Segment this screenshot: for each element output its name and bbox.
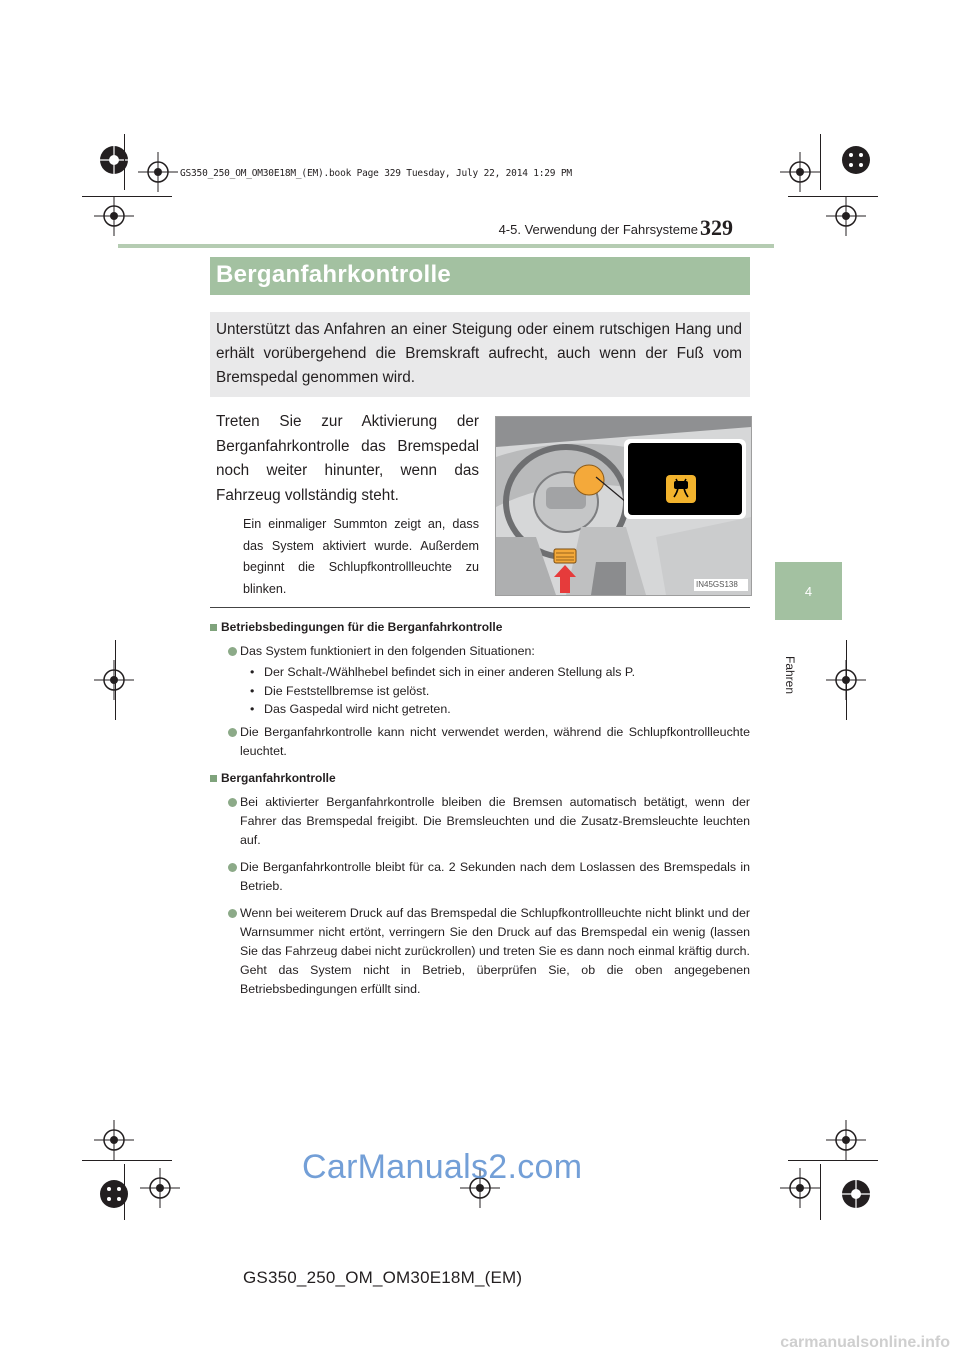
crosshair-mark-lower-right [826,1120,866,1160]
crosshair-mark-bottom-right [780,1168,820,1208]
trim-line [115,640,116,720]
notes-content [210,615,750,999]
square-bullet-icon [210,624,217,631]
sub-instruction: Ein einmaliger Summton zeigt an, dass das System aktiviert wurde. Außerdem beginnt die Schlupfkontrollleuchte zu blinken. [243,517,479,596]
page-number: 329 [700,215,733,240]
chapter-label: Fahren [783,656,797,695]
list-item: Wenn bei weiterem Druck auf das Bremspedal die Schlupfkontrollleuchte nicht blinkt und der Warnsummer nicht ertönt, verringern Sie den Druck auf das Bremspedal ein wenig (lassen Sie das Fahrzeug dabei nicht zurückrollen) und treten Sie es dann noch einmal kräftig durch. Geht das System nicht in Betrieb, überprüfen Sie, ob die oben angegebenen Betriebsbedingungen erfüllt sind. [210,904,750,999]
watermark-carmanuals: CarManuals2.com [302,1148,583,1186]
registration-mark-bottom-left [94,1174,134,1214]
circle-bullet-icon [228,798,237,807]
chapter-tab[interactable] [775,562,842,620]
crosshair-mark-upper-right [826,196,866,236]
crosshair-mark-upper-left [94,196,134,236]
book-info-line: GS350_250_OM_OM30E18M_(EM).book Page 329 Tuesday, July 22, 2014 1:29 PM [180,168,572,179]
trim-line [846,640,847,720]
trim-line [124,134,125,190]
section-separator [210,607,750,608]
section-heading: Betriebsbedingungen für die Berganfahrkontrolle [210,616,750,638]
sub-list-item: • Das Gaspedal wird nicht getreten. [250,700,750,719]
sub-list-item: • Der Schalt-/Wählhebel befindet sich in einer anderen Stellung als P. [250,663,750,682]
page-title: Berganfahrkontrolle [216,261,452,288]
sub-list [210,663,750,719]
header-rule [118,244,774,248]
section-operating-conditions [210,616,750,761]
list-item: Die Berganfahrkontrolle bleibt für ca. 2 Sekunden nach dem Loslassen des Bremspedals in Betrieb. [210,858,750,896]
trim-line [124,1164,125,1220]
document-code-footer: GS350_250_OM_OM30E18M_(EM) [243,1268,523,1287]
list-item: Die Berganfahrkontrolle kann nicht verwendet werden, während die Schlupfkontrollleuchte leuchtet. [210,723,750,761]
circle-bullet-icon [228,909,237,918]
crosshair-mark-top-left [138,152,178,192]
registration-mark-top-right [836,140,876,180]
crosshair-mark-middle-left [94,660,134,700]
trim-line [820,1164,821,1220]
trim-line [788,1160,878,1161]
watermark-online: carmanualsonline.info [780,1334,950,1351]
section-hill-start [210,767,750,999]
chapter-label-strip [775,620,842,695]
circle-bullet-icon [228,647,237,656]
trim-line [788,196,878,197]
trim-line [82,196,172,197]
dashboard-drawing [496,417,751,595]
intro-text: Unterstützt das Anfahren an einer Steigung oder einem rutschigen Hang und erhält vorübergehend die Bremskraft aufrecht, auch wenn der Fuß vom Bremspedal genommen wird. [216,321,742,386]
chapter-number: 4 [804,583,813,599]
section-heading: Berganfahrkontrolle [210,767,750,789]
figure-code: IN45GS138 [696,580,738,589]
main-instruction: Treten Sie zur Aktivierung der Berganfahrkontrolle das Bremspedal noch weiter hinunter, wenn das Fahrzeug vollständig steht. [216,413,479,504]
circle-bullet-icon [228,728,237,737]
section-header: 4-5. Verwendung der Fahrsysteme [498,222,698,237]
square-bullet-icon [210,775,217,782]
dashboard-illustration [495,416,752,596]
registration-mark-bottom-right [836,1174,876,1214]
list-item: Bei aktivierter Berganfahrkontrolle bleiben die Bremsen automatisch betätigt, wenn der Fahrer das Bremspedal freigibt. Die Bremsleuchten und die Zusatz-Bremsleuchte leuchten auf. [210,793,750,850]
crosshair-mark-top-right [780,152,820,192]
trim-line [820,134,821,190]
circle-bullet-icon [228,863,237,872]
sub-list-item: • Die Feststellbremse ist gelöst. [250,682,750,701]
crosshair-mark-bottom-left [140,1168,180,1208]
trim-line [82,1160,172,1161]
registration-mark-top-left [94,140,134,180]
list-item: Das System funktioniert in den folgenden Situationen: [210,642,750,661]
crosshair-mark-lower-left [94,1120,134,1160]
